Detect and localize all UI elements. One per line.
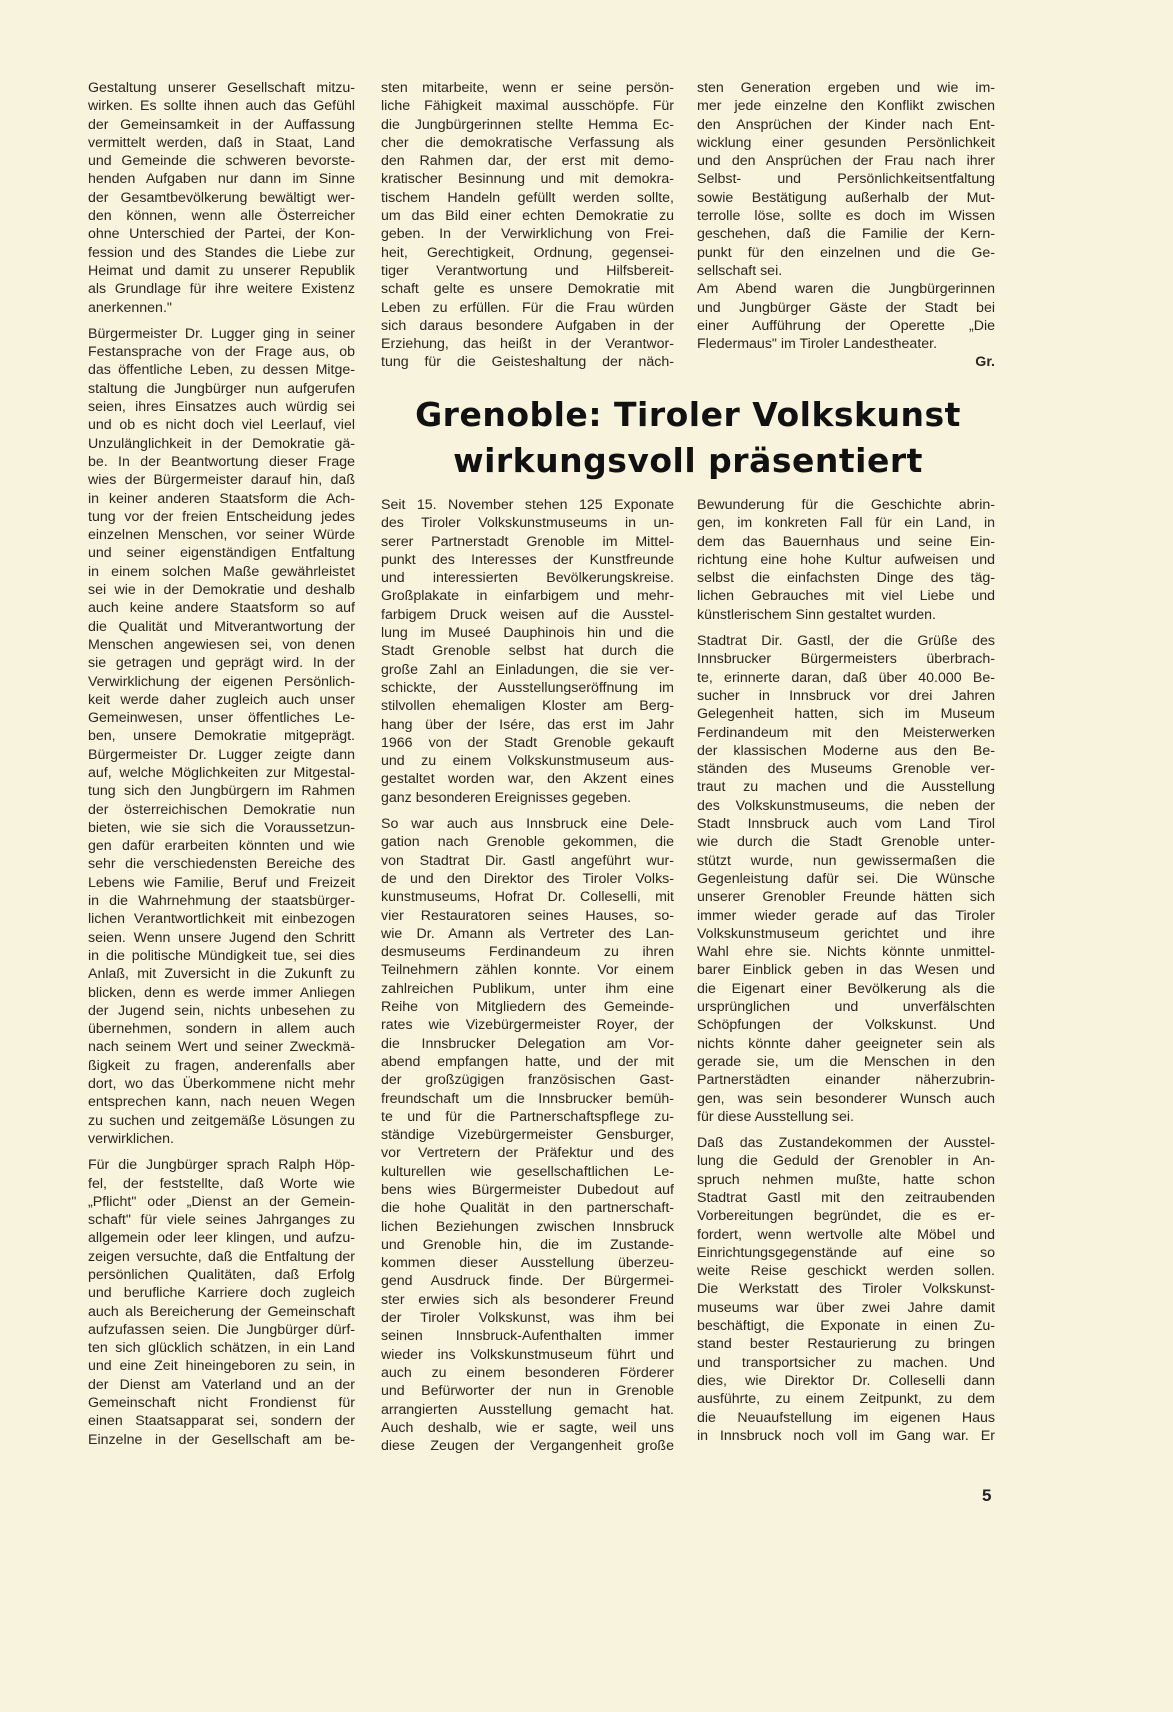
text-line: 1966 von der Stadt Grenoble gekauft <box>381 734 674 751</box>
headline-line-2: wirkungsvoll präsentiert <box>453 441 923 480</box>
text-line: kulturellen wie gesellschaftlichen Le- <box>381 1163 674 1180</box>
text-line: tiger Verantwortung und Hilfsbereit- <box>381 262 674 279</box>
text-line: Großplakate in einfarbigem und mehr- <box>381 588 674 605</box>
text-line: und ob es nicht doch viel Leerlauf, viel <box>88 417 355 434</box>
text-line: terrolle löse, sollte es doch im Wissen <box>697 208 995 225</box>
text-line: sie getragen und geprägt wird. In der <box>88 655 355 672</box>
text-line: Innsbrucker Bürgermeisters überbrach- <box>697 651 995 668</box>
text-line: sucher in Innsbruck vor drei Jahren <box>697 687 995 704</box>
text-line: künstlerischem Sinn gestaltet wurden. <box>697 606 936 623</box>
text-line: ben, unsere Demokratie mitgeprägt. <box>88 728 355 745</box>
text-line: die Eigenart einer Bevölkerung als die <box>697 980 995 997</box>
text-line: Gemeinschaft nicht Frondienst für <box>88 1395 355 1412</box>
text-line: diese Zeugen der Vergangenheit große <box>381 1438 674 1455</box>
text-line: Anlaß, mit Zuversicht in die Zukunft zu <box>88 966 355 983</box>
paragraph <box>381 496 674 807</box>
text-line: Auch deshalb, wie er sagte, weil uns <box>381 1419 674 1436</box>
text-line: beschäftigt, die Exponate in einen Zu- <box>697 1318 995 1335</box>
text-line: einzelnen Menschen, vor seiner Würde <box>88 527 355 544</box>
text-line: fordert, wenn wertvolle alte Möbel und <box>697 1226 995 1243</box>
text-line: und interessierten Bevölkerungskreise. <box>381 570 674 587</box>
text-line: Festansprache von der Frage aus, ob <box>88 344 355 361</box>
text-line: Volkskunstmuseum gerichtet und ihre <box>697 925 995 942</box>
text-line: stilvollen ehemaligen Kloster am Berg- <box>381 698 674 715</box>
text-line: auch keine andere Staatsform so auf <box>88 600 355 617</box>
text-line: auch als Bereicherung der Gemeinschaft <box>88 1303 355 1320</box>
text-line: verwirklichen. <box>88 1130 174 1147</box>
text-line: in die Wahrnehmung der staatsbürger- <box>88 893 355 910</box>
text-line: gestaltet worden war, den Akzent eines <box>381 771 674 788</box>
text-line: und eine Zeit hineingeboren zu sein, in <box>88 1358 355 1375</box>
text-line: und zu einem Volkskunstmuseum aus- <box>381 753 674 770</box>
paragraph <box>697 1134 995 1445</box>
text-line: sei wie in der Demokratie und deshalb <box>88 582 355 599</box>
article-column-2-text <box>381 496 674 1463</box>
text-line: wie Dr. Amann als Vertreter des Lan- <box>381 925 674 942</box>
text-line: tung vor der freien Entscheidung jedes <box>88 508 355 525</box>
text-line: und Jungbürger Gäste der Stadt bei <box>697 299 995 316</box>
text-line: So war auch aus Innsbruck eine Dele- <box>381 816 674 833</box>
text-line: schickte, der Ausstellungseröffnung im <box>381 679 674 696</box>
text-line: traut zu machen und die Ausstellung <box>697 779 995 796</box>
text-line: Die Werkstatt des Tiroler Volkskunst- <box>697 1281 995 1298</box>
text-line: persönlichen Qualitäten, daß Erfolg <box>88 1267 355 1283</box>
text-line: ausführte, zu einem Zeitpunkt, zu dem <box>697 1391 995 1408</box>
text-line: und Grenoble hin, die im Zustande- <box>381 1236 674 1253</box>
text-line: punkt des Interesses der Kunstfreunde <box>381 551 674 568</box>
text-line: Heimat und damit zu unserer Republik <box>88 262 355 279</box>
text-line: den Ansprüchen der Kinder nach Ent- <box>697 116 995 133</box>
text-line: be. In der Beantwortung dieser Frage <box>88 453 355 470</box>
text-line: gend Ausdruck finde. Der Bürgermei- <box>381 1273 674 1290</box>
text-line: gen, was sein besonderer Wunsch auch <box>697 1090 995 1107</box>
text-line: immer wieder gerade auf das Tiroler <box>697 907 995 924</box>
paragraph <box>697 632 995 1126</box>
text-line: selbst die einfachsten Dinge des täg- <box>697 570 995 587</box>
text-line: Stadtrat Gastl mit den zeitraubenden <box>697 1189 995 1206</box>
author-signature: Gr. <box>975 354 995 371</box>
text-line: nichts könnte daher geeigneter sein als <box>697 1035 995 1052</box>
text-line: museums war über zwei Jahre damit <box>697 1299 995 1316</box>
text-line: Fledermaus" im Tiroler Landestheater. <box>697 336 938 353</box>
text-line: te, erinnerte daran, daß über 40.000 Be- <box>697 669 995 686</box>
text-line: schaft gelte es unsere Demokratie mit <box>381 281 674 298</box>
text-line: der klassischen Moderne aus den Be- <box>697 742 995 759</box>
text-line: auch zu einem besonderen Förderer <box>381 1364 674 1381</box>
text-line: weite Reise geschickt werden sollen. <box>697 1263 995 1280</box>
text-line: ßigkeit zu fragen, anderenfalls aber <box>88 1057 355 1074</box>
text-line: Wahl ehre sie. Nichts könnte unmittel- <box>697 944 995 961</box>
text-line: um das Bild einer echten Demokratie zu <box>381 208 674 225</box>
text-line: Daß das Zustandekommen der Ausstel- <box>697 1135 995 1152</box>
column-3-top-text <box>697 79 995 372</box>
text-line: einer Aufführung der Operette „Die <box>697 317 995 334</box>
text-line: de und den Direktor des Tiroler Volks- <box>381 870 674 887</box>
text-line: gen dafür erarbeiten könnten und wie <box>88 838 355 855</box>
page-number: 5 <box>982 1486 992 1505</box>
text-line: aufzufassen seien. Die Jungbürger dürf- <box>88 1321 355 1338</box>
text-line: der großzügigen französischen Gast- <box>381 1072 674 1089</box>
paragraph <box>697 496 995 624</box>
text-line: vier Restauratoren seines Hauses, so- <box>381 907 674 924</box>
text-line: sich daraus besondere Aufgaben in der <box>381 317 674 334</box>
text-line: fession und des Standes die Liebe zur <box>88 244 355 261</box>
text-line: hang über der Isére, das erst im Jahr <box>381 716 674 733</box>
text-line: Bewunderung für die Geschichte abrin- <box>697 497 995 513</box>
text-line: seien, ihres Einsatzes auch würdig sei <box>88 399 355 416</box>
text-line: des Tiroler Volkskunstmuseums in un- <box>381 515 674 532</box>
text-line: desmuseums Ferdinandeum zu ihren <box>381 944 674 961</box>
text-line: ohne Unterschied der Partei, der Kon- <box>88 226 355 243</box>
text-line: Unzulänglichkeit in der Demokratie gä- <box>88 435 355 452</box>
text-line: Einrichtungsgegenstände auf eine so <box>697 1244 995 1261</box>
text-line: dem das Bauernhaus und seine Ein- <box>697 533 995 550</box>
text-line: geben. In der Verwirklichung von Frei- <box>381 226 674 243</box>
text-line: wicklung einer gesunden Persönlichkeit <box>697 134 995 151</box>
text-line: Reihe von Mitgliedern des Gemeinde- <box>381 999 674 1016</box>
text-line: zahlreichen Publikum, unter ihm eine <box>381 980 674 997</box>
paragraph <box>88 1156 355 1449</box>
text-line: der Gesamtbevölkerung bewältigt wer- <box>88 189 355 206</box>
text-line: lichen Beziehungen zwischen Innsbruck <box>381 1218 674 1235</box>
text-line: gerade sie, um die Menschen in den <box>697 1053 995 1070</box>
text-line: übernehmen, sondern in allem auch <box>88 1021 355 1038</box>
text-line: ständen des Museums Grenoble ver- <box>697 761 995 778</box>
text-line: des Volkskunstmuseums, die neben der <box>697 797 995 814</box>
text-line: die Innsbrucker Delegation am Vor- <box>381 1035 674 1052</box>
text-line: Menschen angewiesen sei, von denen <box>88 636 355 653</box>
text-line: Ferdinandeum mit den Meisterwerken <box>697 724 995 741</box>
text-line: stand bester Restaurierung zu bringen <box>697 1336 995 1353</box>
text-line: heit, Gerechtigkeit, Ordnung, gegensei- <box>381 244 674 261</box>
text-line: in keiner anderen Staatsform die Ach- <box>88 490 355 507</box>
text-line: vermittelt werden, daß in Staat, Land <box>88 134 355 151</box>
text-line: und Gemeinde die schweren bevorste- <box>88 153 355 170</box>
text-line: Teilnehmern zählen konnte. Vor einem <box>381 962 674 979</box>
text-line: tischem Handeln gefüllt werden sollte, <box>381 189 674 206</box>
text-line: Vorbereitungen begründet, die es er- <box>697 1208 995 1225</box>
text-line: die Neuaufstellung im eigenen Haus <box>697 1409 995 1426</box>
text-line: Gegenleistung dafür sei. Die Wünsche <box>697 870 995 887</box>
text-line: der Gemeinsamkeit in der Auffassung <box>88 116 355 133</box>
text-line: cher die demokratische Verfassung als <box>381 134 674 151</box>
text-line: in die politische Mündigkeit tue, sei dies <box>88 947 355 964</box>
text-line: vor Vertretern der Präfektur und des <box>381 1145 674 1162</box>
text-line: Seit 15. November stehen 125 Exponate <box>381 497 674 513</box>
text-line: allgemein oder leer klingen, und aufzu- <box>88 1230 355 1247</box>
text-line: das öffentliche Leben, zu dessen Mitge- <box>88 362 355 379</box>
text-line: lichen Verantwortlichkeit mit einbezogen <box>88 911 355 928</box>
text-line: in Innsbruck noch voll im Gang war. Er <box>697 1427 995 1444</box>
text-line: henden Aufgaben nur dann im Sinne <box>88 171 355 188</box>
text-line: Einzelne in der Gesellschaft am be- <box>88 1431 355 1448</box>
text-line: und seiner eigenständigen Entfaltung <box>88 545 355 562</box>
text-line: ster erwies sich als besonderer Freund <box>381 1291 674 1308</box>
text-line: zeigen versuchte, daß die Entfaltung der <box>88 1248 355 1265</box>
article-column-3-text <box>697 496 995 1453</box>
text-line: entsprechen kann, nach neuen Wegen <box>88 1094 355 1111</box>
text-line: Verwirklichung der eigenen Persönlich- <box>88 673 355 690</box>
text-line: fel, der feststellte, daß Worte wie <box>88 1175 355 1192</box>
text-line: punkt für den einzelnen und die Ge- <box>697 244 995 261</box>
text-line: nach seinem Wert und seiner Zweckmä- <box>88 1039 355 1056</box>
text-line: sowie Bestätigung außerhalb der Mut- <box>697 189 995 206</box>
text-line: freundschaft um die Innsbrucker bemüh- <box>381 1090 674 1107</box>
text-line: von Stadtrat Dir. Gastl angeführt wur- <box>381 852 674 869</box>
text-line: Lebens wie Familie, Beruf und Freizeit <box>88 874 355 891</box>
text-line: den können, wenn alle Österreicher <box>88 208 355 225</box>
text-line: sehr die verschiedensten Bereiche des <box>88 856 355 873</box>
text-line: lung im Museé Dauphinois hin und die <box>381 625 674 642</box>
paragraph <box>381 79 674 372</box>
text-line: Stadt Innsbruck auch vom Land Tirol <box>697 816 995 833</box>
text-line: geschehen, daß die Familie der Kern- <box>697 226 995 243</box>
text-line: abend empfangen hatte, und der mit <box>381 1053 674 1070</box>
text-line: und den Ansprüchen der Frau nach ihrer <box>697 153 995 170</box>
text-line: Für die Jungbürger sprach Ralph Höp- <box>88 1157 355 1174</box>
text-line: kunstmuseums, Hofrat Dr. Colleselli, mit <box>381 889 674 906</box>
text-line: serer Partnerstadt Grenoble im Mittel- <box>381 533 674 550</box>
text-line: keit werde daher zugleich auch unser <box>88 691 355 708</box>
text-line: wirken. Es sollte ihnen auch das Gefühl <box>88 98 355 115</box>
text-line: die Qualität und Mitverantwortung der <box>88 618 355 635</box>
text-line: die Jungbürgerinnen stellte Hemma Ec- <box>381 116 674 133</box>
text-line: wieder ins Volkskunstmuseum führt und <box>381 1346 674 1363</box>
text-line: kommen dieser Ausstellung überzeu- <box>381 1255 674 1272</box>
text-line: und berufliche Karriere doch zugleich <box>88 1285 355 1302</box>
text-line: ursprünglichen und unverfälschten <box>697 999 995 1016</box>
text-line: sellschaft sei. <box>697 262 783 279</box>
text-line: ganz besonderen Ereignisses gegeben. <box>381 789 632 806</box>
text-line: bieten, wie sie sich die Voraussetzun- <box>88 819 355 836</box>
text-line: der Jugend sein, nichts unbesehen zu <box>88 1002 355 1019</box>
text-line: seinen Innsbruck-Aufenthalten immer <box>381 1328 674 1345</box>
text-line: einen Staatsapparat sei, sondern der <box>88 1413 355 1430</box>
paragraph <box>381 815 674 1455</box>
text-line: schaft" für viele seines Jahrganges zu <box>88 1212 355 1229</box>
text-line: den Rahmen dar, der erst mit demo- <box>381 153 674 170</box>
text-line: Stadt Grenoble selbst hat durch die <box>381 643 674 660</box>
text-line: Erziehung, das heißt in der Verantwor- <box>381 336 674 353</box>
text-line: liche Fähigkeit maximal ausschöpfe. Für <box>381 98 674 115</box>
text-line: richtung eine hohe Kultur aufweisen und <box>697 551 995 568</box>
text-line: wie durch die Stadt Grenoble unter- <box>697 834 995 851</box>
text-line: der Tiroler Volkskunst, was ihm bei <box>381 1310 674 1327</box>
paragraph <box>697 79 995 353</box>
text-line: Gelegenheit hatten, sich im Museum <box>697 706 995 723</box>
text-line: arrangierten Ausstellung gemacht hat. <box>381 1401 674 1418</box>
text-line: ständige Vizebürgermeister Gensburger, <box>381 1127 674 1144</box>
text-line: der Dienst am Vaterland und an der <box>88 1376 355 1393</box>
text-line: Am Abend waren die Jungbürgerinnen <box>697 281 995 298</box>
text-line: barer Einblick geben in das Wesen und <box>697 962 995 979</box>
text-line: lung die Geduld der Grenobler in An- <box>697 1153 995 1170</box>
text-line: für diese Ausstellung sei. <box>697 1108 854 1125</box>
column-1-text <box>88 79 355 1457</box>
text-line: lichen Gebrauches mit viel Liebe und <box>697 588 995 605</box>
text-line: die hohe Qualität in den partnerschaft- <box>381 1200 674 1217</box>
text-line: wies der Bürgermeister darauf hin, daß <box>88 472 355 489</box>
paragraph <box>88 325 355 1148</box>
text-line: Gemeinwesen, unser öffentliches Le- <box>88 710 355 727</box>
text-line: Leben zu erfüllen. Für die Frau würden <box>381 299 674 316</box>
text-line: der österreichischen Demokratie nun <box>88 801 355 818</box>
text-line: gen, im konkreten Fall für ein Land, in <box>697 515 995 532</box>
text-line: Bürgermeister Dr. Lugger ging in seiner <box>88 325 355 342</box>
text-line: tung sich den Jungbürgern im Rahmen <box>88 783 355 800</box>
text-line: sten mitarbeite, wenn er seine persön- <box>381 80 674 96</box>
text-line: blicken, denn es werde immer Anliegen <box>88 984 355 1001</box>
text-line: tung für die Geisteshaltung der näch- <box>381 354 674 371</box>
text-line: als Grundlage für ihre weitere Existenz <box>88 281 355 298</box>
text-line: Stadtrat Dir. Gastl, der die Grüße des <box>697 633 995 650</box>
text-line: anerkennen." <box>88 299 172 316</box>
text-line: staltung die Jungbürger nun aufgerufen <box>88 380 355 397</box>
text-line: sten Generation ergeben und wie im- <box>697 80 995 96</box>
text-line: seien. Wenn unsere Jugend den Schritt <box>88 929 355 946</box>
text-line: te und für die Partnerschaftspflege zu- <box>381 1108 674 1125</box>
text-line: und transportsicher zu machen. Und <box>697 1354 995 1371</box>
headline-line-1: Grenoble: Tiroler Volkskunst <box>415 395 961 434</box>
text-line: mer jede einzelne den Konflikt zwischen <box>697 98 995 115</box>
text-line: große Zahl an Einladungen, die sie ver- <box>381 661 674 678</box>
text-line: gation nach Grenoble gekommen, die <box>381 834 674 851</box>
text-line: Gestaltung unserer Gesellschaft mitzu- <box>88 80 355 96</box>
text-line: auf, welche Möglichkeiten zur Mitgestal- <box>88 764 355 781</box>
text-line: Schöpfungen der Volkskunst. Und <box>697 1017 995 1034</box>
paragraph <box>88 79 355 317</box>
text-line: stützt wurde, nun gewissermaßen die <box>697 852 995 869</box>
text-line: dort, wo das Überkommene nicht mehr <box>88 1076 355 1093</box>
text-line: in einem solchen Maße gewährleistet <box>88 563 355 580</box>
text-line: kratischer Besinnung und mit demokra- <box>381 171 674 188</box>
column-2-top-text <box>381 79 674 380</box>
text-line: rates wie Vizebürgermeister Royer, der <box>381 1017 674 1034</box>
text-line: zu suchen und zeitgemäße Lösungen zu <box>88 1112 355 1129</box>
text-line: dies, wie Direktor Dr. Colleselli dann <box>697 1372 995 1389</box>
text-line: unserer Grenobler Freunde hätten sich <box>697 889 995 906</box>
text-line: „Pflicht" oder „Dienst an der Gemein- <box>88 1193 355 1210</box>
text-line: Bürgermeister Dr. Lugger zeigte dann <box>88 746 355 763</box>
text-line: bens wies Bürgermeister Dubedout auf <box>381 1181 674 1198</box>
text-line: und Befürworter der nun in Grenoble <box>381 1383 674 1400</box>
article-headline <box>381 392 995 484</box>
text-line: Selbst- und Persönlichkeitsentfaltung <box>697 171 995 188</box>
text-line: farbigem Druck weisen auf die Ausstel- <box>381 606 674 623</box>
text-line: Partnerstädten einander näherzubrin- <box>697 1072 995 1089</box>
text-line: spruch nehmen mußte, hatte schon <box>697 1171 995 1188</box>
text-line: ten sich glücklich schätzen, in ein Land <box>88 1340 355 1357</box>
